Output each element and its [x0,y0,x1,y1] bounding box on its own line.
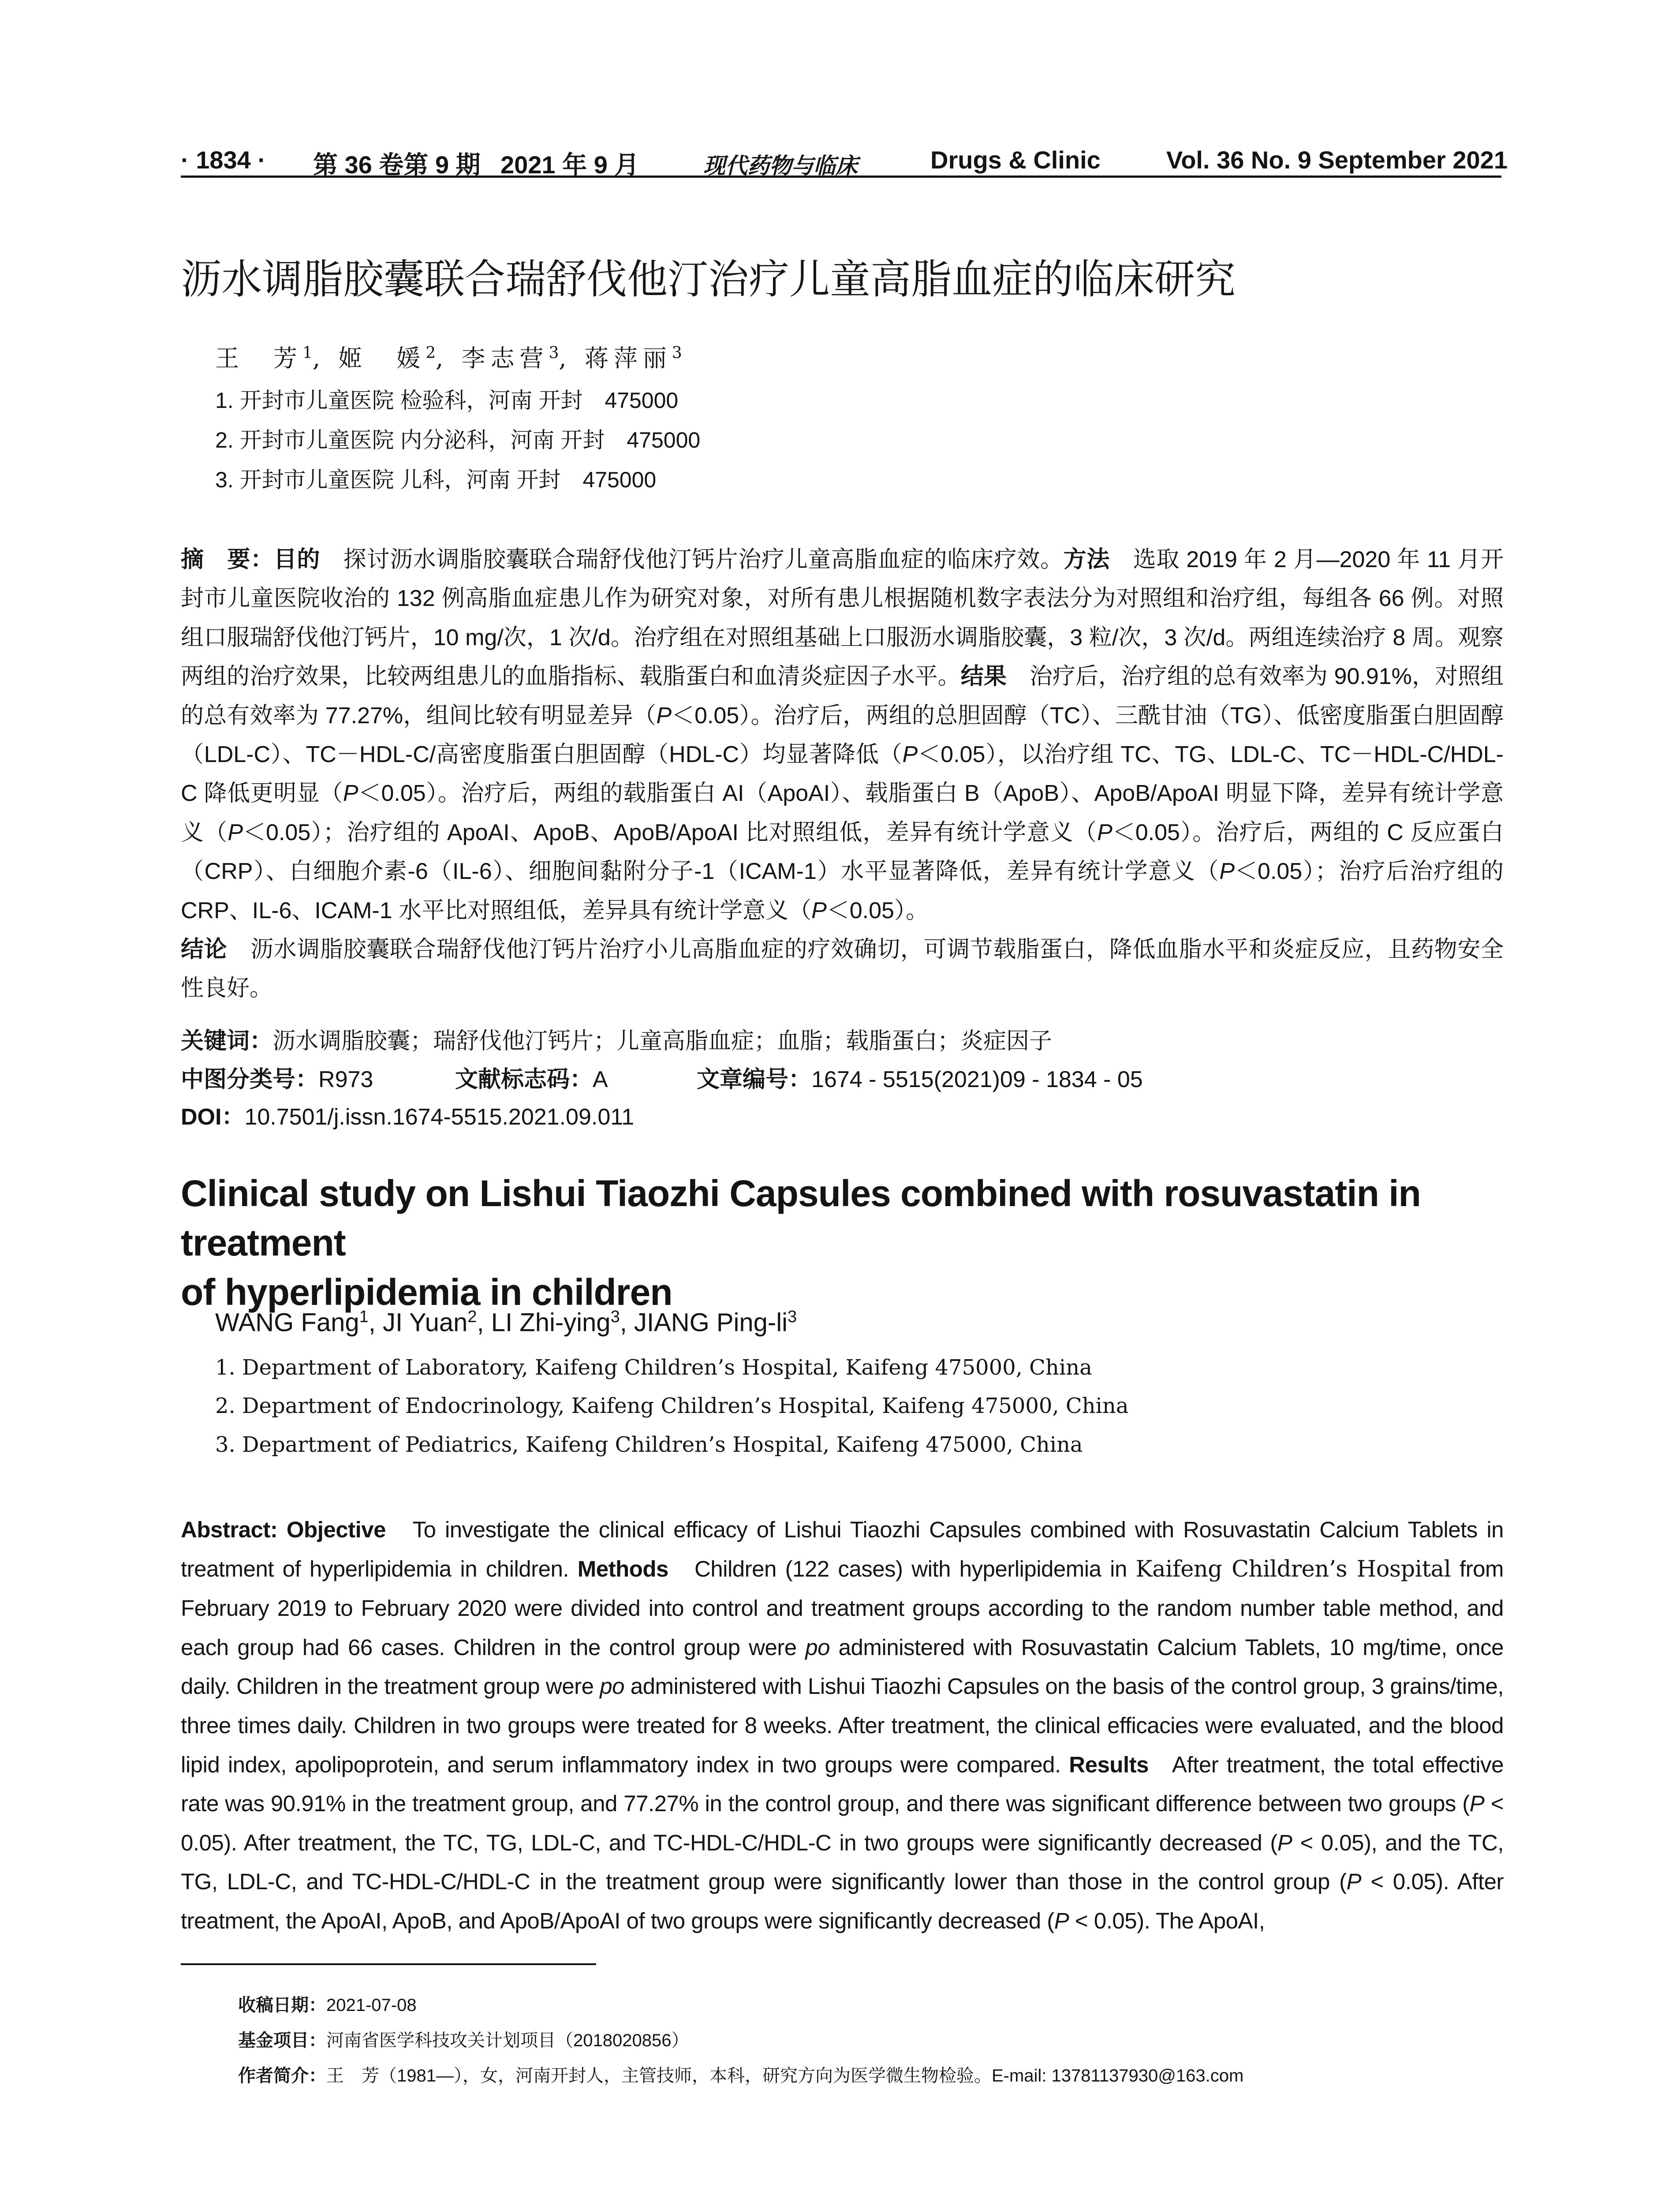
cn-results-text: ＜0.05）；治疗组的 ApoAI、ApoB、ApoB/ApoAI 比对照组低，差异有统计学意义（ [243,819,1098,845]
header-journal-cn: 现代药物与临床 [703,153,858,179]
en-affiliation-3: 3. Department of Pediatrics, Kaifeng Children’s Hospital, Kaifeng 475000, China [215,1432,1083,1457]
cn-results-text: ＜0.05）。治疗后，两组的 C 反应蛋白（CRP）、白细胞介素-6（IL-6）、细胞间黏附分子-1（ICAM-1）水平显著降低，差异有统计学意义（ [181,819,1504,885]
clc-value: R973 [318,1067,373,1092]
cn-results-text: ＜0.05），以治疗组 TC、TG、LDL-C、TC－HDL-C/HDL-C 降低更明显（ [181,742,1504,807]
cn-document-code [455,1061,608,1094]
cn-author: 李志营 [461,344,549,372]
cn-methods-text: 选取 2019 年 2 月—2020 年 11 月开封市儿童医院收治的 132 例高脂血症患儿作为研究对象，对所有患儿根据随机数字表法分为对照组和治疗组，每组各 66 例。对照组口服瑞舒伐他汀钙片，10 mg/次，1 次/d。治疗组在对照组基础上口服沥水调脂胶囊，3 粒/次，3 次/d。两组连续治疗 8 周。观察两组的治疗效果，比较两组患儿的血脂指标、载脂蛋白和血清炎症因子水平。 [181,547,1504,690]
po-abbreviation: po [600,1674,624,1699]
footnote-text: 2021-07-08 [326,1996,417,2015]
cn-affiliation-1: 1. 开封市儿童医院 检验科，河南 开封 475000 [215,388,679,413]
doccode-value: A [593,1067,608,1092]
p-value-symbol: P [1054,1908,1069,1933]
en-results-text: < 0.05), and the TC, TG, LDL-C, and TC-HDL-C/HDL-C in the treatment group were significantly lower than those in the control group ( [181,1830,1504,1895]
cn-author: 姬 媛 [338,344,426,372]
en-title-line: of hyperlipidemia in children [181,1271,672,1313]
cn-results-text: 治疗后，治疗组的总有效率为 90.91%，对照组的总有效率为 77.27%，组间比较有明显差异（ [181,664,1504,729]
running-header [181,140,1508,179]
p-value-symbol: P [343,781,358,807]
p-value-symbol: P [1277,1830,1292,1855]
en-author-list [215,1308,797,1337]
header-date-cn: 2021 年 9 月 [500,151,639,179]
clc-label: 中图分类号： [181,1067,319,1092]
cn-conclusion-text: 沥水调脂胶囊联合瑞舒伐他汀钙片治疗小儿高脂血症的疗效确切，可调节载脂蛋白，降低血脂水平和炎症反应，且药物安全性良好。 [181,937,1504,1002]
en-abstract-label: Abstract: [181,1517,278,1542]
en-results-text: < 0.05). After treatment, the TC, TG, LDL-C, and TC-HDL-C/HDL-C in two groups were significantly decreased ( [181,1791,1504,1855]
en-objective-label: Objective [286,1517,386,1542]
p-value-symbol: P [811,897,827,923]
cn-author: 蒋萍丽 [584,344,672,372]
cn-author-list: 王 芳$^1$, 姬 媛$^2$, 李志营$^3$, 蒋萍丽$^3$ [215,344,682,372]
cn-results-text: ＜0.05）；治疗后治疗组的 CRP、IL-6、ICAM-1 水平比对照组低，差异具有统计学意义（ [181,859,1504,923]
article-number-value: 1674 - 5515(2021)09 - 1834 - 05 [811,1067,1143,1092]
header-journal-en: Drugs & Clinic [930,146,1101,174]
en-title-line: Clinical study on Lishui Tiaozhi Capsules combined with rosuvastatin in treatment [181,1173,1421,1263]
en-methods-text: administered with Rosuvastatin Calcium Tablets, 10 mg/time, once daily. Children in the treatment group were [181,1634,1504,1699]
en-abstract [181,1510,1504,1941]
cn-author-affiliation-mark: 2 [426,344,436,362]
doi-value: 10.7501/j.issn.1674-5515.2021.09.011 [244,1104,635,1130]
en-author-affiliation-mark: 2 [467,1308,477,1326]
en-results-text: After treatment, the total effective rate was 90.91% in the treatment group, and 77.27% in the control group, and there was significant difference between two groups ( [181,1752,1504,1816]
footnote-received-date [238,1991,417,2016]
en-methods-text: administered with Lishui Tiaozhi Capsules on the basis of the control group, 3 grains/time, three times daily. Children in two groups were treated for 8 weeks. After treatment, the clinical efficacies were evaluated, and the blood lipid index, apolipoprotein, and serum inflammatory index in two groups were compared. [181,1674,1504,1777]
cn-objective-text: 探讨沥水调脂胶囊联合瑞舒伐他汀钙片治疗儿童高脂血症的临床疗效。 [343,547,1064,572]
cn-results-text: ＜0.05）。 [826,897,929,923]
cn-classification [181,1061,373,1094]
cn-keywords [181,1022,1052,1055]
cn-article-number [697,1061,1143,1094]
en-author-separator: , [620,1308,634,1337]
cn-author-affiliation-mark: 3 [549,344,559,362]
doi [181,1098,634,1131]
cn-keywords-label: 关键词： [181,1028,273,1054]
header-volume-en: Vol. 36 No. 9 September 2021 [1166,146,1508,174]
en-author-affiliation-mark: 3 [788,1308,797,1326]
doccode-label: 文献标志码： [455,1067,593,1092]
cn-affiliation-2: 2. 开封市儿童医院 内分泌科，河南 开封 475000 [215,428,701,452]
p-value-symbol: P [228,819,243,845]
footnote-label: 作者简介： [238,2066,326,2085]
cn-results-text: ＜0.05）。治疗后，两组的总胆固醇（TC）、三酰甘油（TG）、低密度脂蛋白胆固醇（LDL-C）、TC－HDL-C/高密度脂蛋白胆固醇（HDL-C）均显著降低（ [181,703,1504,768]
en-author-separator: , [477,1308,491,1337]
en-methods-label: Methods [577,1556,668,1581]
en-title [181,1169,1504,1317]
cn-results-label: 结果 [960,664,1007,690]
cn-methods-label: 方法 [1063,547,1110,572]
footnote-divider [181,1963,596,1965]
p-value-symbol: P [656,703,672,729]
footnote-label: 收稿日期： [238,1996,326,2015]
en-results-text: < 0.05). The ApoAI, [1075,1908,1265,1933]
en-author-separator: , [368,1308,383,1337]
footnote-text: 河南省医学科技攻关计划项目（2018020856） [326,2031,689,2050]
cn-objective-label: 目的 [273,547,321,572]
en-objective-text: To investigate the clinical efficacy of Lishui Tiaozhi Capsules combined with Rosuvastatin Calcium Tablets in treatment of hyperlipidemia in children. [181,1517,1504,1581]
cn-author: 王 芳 [215,344,302,372]
cn-title: 沥水调脂胶囊联合瑞舒伐他汀治疗儿童高脂血症的临床研究 [181,257,1236,302]
en-author: WANG Fang [215,1308,359,1337]
article-number-label: 文章编号： [697,1067,812,1092]
en-affiliation-2: 2. Department of Endocrinology, Kaifeng Children’s Hospital, Kaifeng 475000, China [215,1394,1129,1418]
en-affiliation-1: 1. Department of Laboratory, Kaifeng Children’s Hospital, Kaifeng 475000, China [215,1355,1092,1380]
p-value-symbol: P [902,742,918,768]
en-author: JI Yuan [382,1308,468,1337]
en-author-affiliation-mark: 3 [610,1308,620,1326]
en-results-text: < 0.05). After treatment, the ApoAI, ApoB, and ApoB/ApoAI of two groups were significantly decreased ( [181,1869,1504,1933]
cn-abstract [181,540,1504,1008]
footnote-text: 王 芳（1981—），女，河南开封人，主管技师，本科，研究方向为医学微生物检验。E-mail: 13781137930@163.com [326,2066,1244,2085]
en-methods-text: Children (122 cases) with hyperlipidemia in [694,1556,1127,1581]
en-author-affiliation-mark: 1 [359,1308,369,1326]
p-value-symbol: P [1097,819,1113,845]
footnote-label: 基金项目： [238,2031,326,2050]
po-abbreviation: po [805,1634,830,1660]
cn-keywords-text: 沥水调脂胶囊；瑞舒伐他汀钙片；儿童高脂血症；血脂；载脂蛋白；炎症因子 [273,1028,1053,1054]
footnote-author-bio [238,2062,1243,2087]
p-value-symbol: P [1469,1791,1485,1816]
cn-results-text: ＜0.05）。治疗后，两组的载脂蛋白 AI（ApoAI）、载脂蛋白 B（ApoB）、ApoB/ApoAI 明显下降，差异有统计学意义（ [181,781,1504,845]
cn-conclusion-label: 结论 [181,937,228,963]
en-results-label: Results [1069,1752,1149,1777]
p-value-symbol: P [1346,1869,1362,1895]
doi-label: DOI： [181,1104,245,1130]
en-author: JIANG Ping-li [634,1308,788,1337]
header-page-number: · 1834 · [181,146,266,174]
cn-author-affiliation-mark: 1 [302,344,313,362]
cn-affiliation-3: 3. 开封市儿童医院 儿科，河南 开封 475000 [215,467,657,492]
p-value-symbol: P [1219,859,1235,885]
en-methods-text: from February 2019 to February 2020 were divided into control and treatment groups according to the random number table method, and each group had 66 cases. Children in the control group were [181,1556,1504,1660]
cn-abstract-label: 摘 要： [181,547,274,572]
en-author: LI Zhi-ying [491,1308,611,1337]
footnote-funding [238,2026,689,2052]
header-volume-cn: 第 36 卷第 9 期 [313,151,481,179]
en-methods-hospital: Kaifeng Children’s Hospital [1135,1556,1451,1582]
cn-author-affiliation-mark: 3 [672,344,682,362]
